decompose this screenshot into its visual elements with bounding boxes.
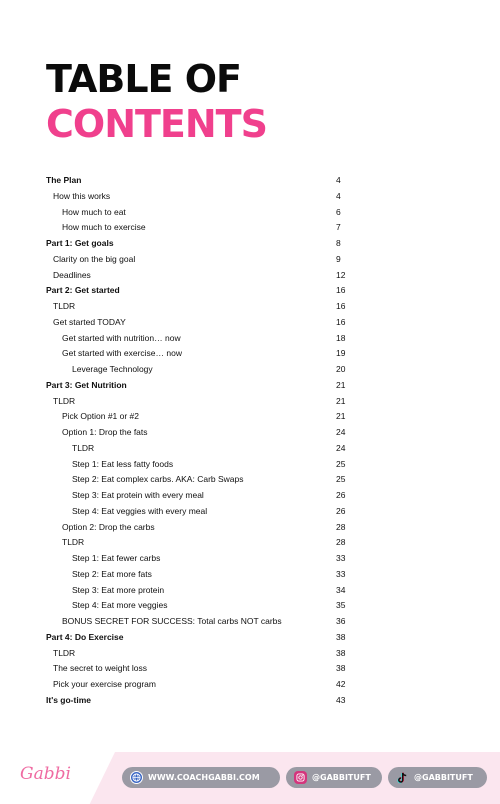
- toc-entry-label: Pick Option #1 or #2: [62, 411, 140, 422]
- toc-entry-row[interactable]: [46, 205, 356, 221]
- website-text: WWW.COACHGABBI.COM: [148, 773, 260, 782]
- tiktok-icon: [396, 771, 409, 784]
- toc-page-number: 25: [336, 458, 346, 469]
- toc-entry-label: Part 3: Get Nutrition: [46, 379, 127, 390]
- toc-entry-label: Option 1: Drop the fats: [62, 427, 148, 437]
- toc-entry-label: Step 4: Eat veggies with every meal: [72, 505, 208, 516]
- toc-page-number: 16: [336, 316, 346, 327]
- toc-entry-row[interactable]: [46, 472, 356, 488]
- toc-page-number: 21: [336, 411, 346, 422]
- toc-entry-label: Get started with exercise… now: [62, 348, 182, 359]
- toc-entry-label: TLDR: [62, 537, 85, 548]
- toc-page-number: 4: [336, 175, 341, 185]
- toc-entry-row[interactable]: [46, 598, 356, 614]
- toc-entry-row[interactable]: [46, 661, 356, 677]
- heading-line-1: TABLE OF: [46, 57, 242, 101]
- toc-entry-row[interactable]: [46, 441, 356, 457]
- toc-page-number: 36: [336, 616, 346, 626]
- tiktok-text: @GABBITUFT: [414, 773, 473, 782]
- toc-page-number: 12: [336, 269, 346, 280]
- page-heading: [46, 58, 267, 145]
- toc-page-number: 38: [336, 647, 346, 658]
- toc-page-number: 8: [336, 238, 341, 248]
- toc-entry-label: Part 1: Get goals: [46, 238, 114, 248]
- toc-entry-row[interactable]: [46, 189, 356, 205]
- toc-page-number: 6: [336, 206, 341, 217]
- toc-page-number: 42: [336, 679, 346, 689]
- toc-section-row[interactable]: [46, 630, 356, 646]
- toc-entry-row[interactable]: [46, 252, 356, 268]
- toc-page-number: 38: [336, 631, 346, 642]
- toc-entry-label: The secret to weight loss: [53, 663, 148, 674]
- globe-icon: [130, 771, 143, 784]
- toc-page-number: 33: [336, 553, 346, 563]
- toc-entry-label: It's go-time: [46, 694, 91, 705]
- toc-entry-row[interactable]: [46, 331, 356, 347]
- toc-page-number: 7: [336, 222, 341, 233]
- toc-entry-label: TLDR: [53, 395, 76, 406]
- toc-entry-row[interactable]: [46, 504, 356, 520]
- website-link[interactable]: [122, 767, 280, 788]
- instagram-text: @GABBITUFT: [312, 773, 371, 782]
- toc-entry-label: Clarity on the big goal: [53, 253, 136, 264]
- toc-entry-row[interactable]: [46, 315, 356, 331]
- toc-page-number: 35: [336, 600, 346, 611]
- toc-section-row[interactable]: [46, 378, 356, 394]
- toc-page-number: 24: [336, 442, 346, 453]
- toc-section-row[interactable]: [46, 236, 356, 252]
- toc-page-number: 16: [336, 301, 346, 311]
- toc-page-number: 33: [336, 568, 346, 579]
- toc-entry-label: Step 3: Eat protein with every meal: [72, 490, 204, 500]
- toc-page-number: 28: [336, 537, 346, 548]
- toc-entry-label: Step 2: Eat complex carbs. AKA: Carb Swaps: [72, 474, 244, 485]
- toc-page-number: 38: [336, 663, 346, 674]
- toc-page-number: 25: [336, 474, 346, 485]
- toc-page-number: 26: [336, 505, 346, 516]
- gabbi-logo: Gabbi: [20, 764, 71, 784]
- toc-page-number: 9: [336, 253, 341, 264]
- footer: [0, 752, 500, 804]
- toc-entry-label: TLDR: [72, 442, 95, 453]
- toc-entry-row[interactable]: [46, 567, 356, 583]
- toc-entry-row[interactable]: [46, 362, 356, 378]
- toc-entry-label: Option 2: Drop the carbs: [62, 521, 155, 532]
- toc-page-number: 20: [336, 364, 346, 374]
- toc-page-number: 24: [336, 427, 346, 437]
- toc-entry-row[interactable]: [46, 488, 356, 504]
- toc-entry-label: Part 4: Do Exercise: [46, 631, 124, 642]
- toc-entry-label: TLDR: [53, 301, 76, 311]
- toc-entry-label: How much to exercise: [62, 222, 146, 233]
- toc-entry-label: Deadlines: [53, 269, 91, 280]
- toc-page-number: 16: [336, 285, 346, 296]
- heading-line-2: CONTENTS: [46, 102, 267, 146]
- toc-entry-label: Pick your exercise program: [53, 679, 156, 689]
- toc-entry-row[interactable]: [46, 551, 356, 567]
- toc-entry-row[interactable]: [46, 268, 356, 284]
- toc-entry-row[interactable]: [46, 346, 356, 362]
- toc-entry-label: Step 1: Eat less fatty foods: [72, 458, 174, 469]
- toc-entry-label: Get started with nutrition… now: [62, 332, 181, 343]
- toc-entry-label: How this works: [53, 190, 111, 201]
- toc-entry-row[interactable]: [46, 457, 356, 473]
- toc-entry-row[interactable]: [46, 394, 356, 410]
- toc-page-number: 21: [336, 395, 346, 406]
- toc-entry-row[interactable]: [46, 425, 356, 441]
- toc-entry-row[interactable]: [46, 299, 356, 315]
- instagram-link[interactable]: [286, 767, 382, 788]
- toc-entry-label: Step 1: Eat fewer carbs: [72, 553, 161, 563]
- toc-entry-label: The Plan: [46, 175, 82, 185]
- toc-entry-row[interactable]: [46, 220, 356, 236]
- toc-entry-label: Part 2: Get started: [46, 285, 120, 296]
- toc-entry-row[interactable]: [46, 583, 356, 599]
- toc-entry-row[interactable]: [46, 646, 356, 662]
- toc-entry-row[interactable]: [46, 535, 356, 551]
- toc-page-number: 18: [336, 332, 346, 343]
- toc-entry-row[interactable]: [46, 614, 356, 630]
- toc-entry-row[interactable]: [46, 409, 356, 425]
- toc-page-number: 26: [336, 490, 346, 500]
- toc-entry-label: Step 4: Eat more veggies: [72, 600, 168, 611]
- toc-page-number: 43: [336, 694, 346, 705]
- toc-section-row[interactable]: [46, 173, 356, 189]
- toc-section-row[interactable]: [46, 693, 356, 709]
- toc-entry-row[interactable]: [46, 520, 356, 536]
- toc-section-row[interactable]: [46, 283, 356, 299]
- toc-entry-label: Step 2: Eat more fats: [72, 568, 152, 579]
- toc-entry-label: Leverage Technology: [72, 364, 153, 374]
- table-of-contents: [46, 173, 356, 709]
- toc-entry-label: BONUS SECRET FOR SUCCESS: Total carbs NOT carbs: [62, 616, 282, 626]
- toc-entry-label: TLDR: [53, 647, 76, 658]
- toc-entry-label: Step 3: Eat more protein: [72, 584, 165, 595]
- toc-page-number: 34: [336, 584, 346, 595]
- tiktok-link[interactable]: [388, 767, 487, 788]
- toc-page-number: 19: [336, 348, 346, 359]
- toc-page-number: 28: [336, 521, 346, 532]
- toc-page-number: 21: [336, 379, 346, 390]
- toc-page-number: 4: [336, 190, 341, 201]
- instagram-icon: [294, 771, 307, 784]
- toc-entry-label: How much to eat: [62, 206, 126, 217]
- toc-entry-row[interactable]: [46, 677, 356, 693]
- toc-entry-label: Get started TODAY: [53, 316, 126, 327]
